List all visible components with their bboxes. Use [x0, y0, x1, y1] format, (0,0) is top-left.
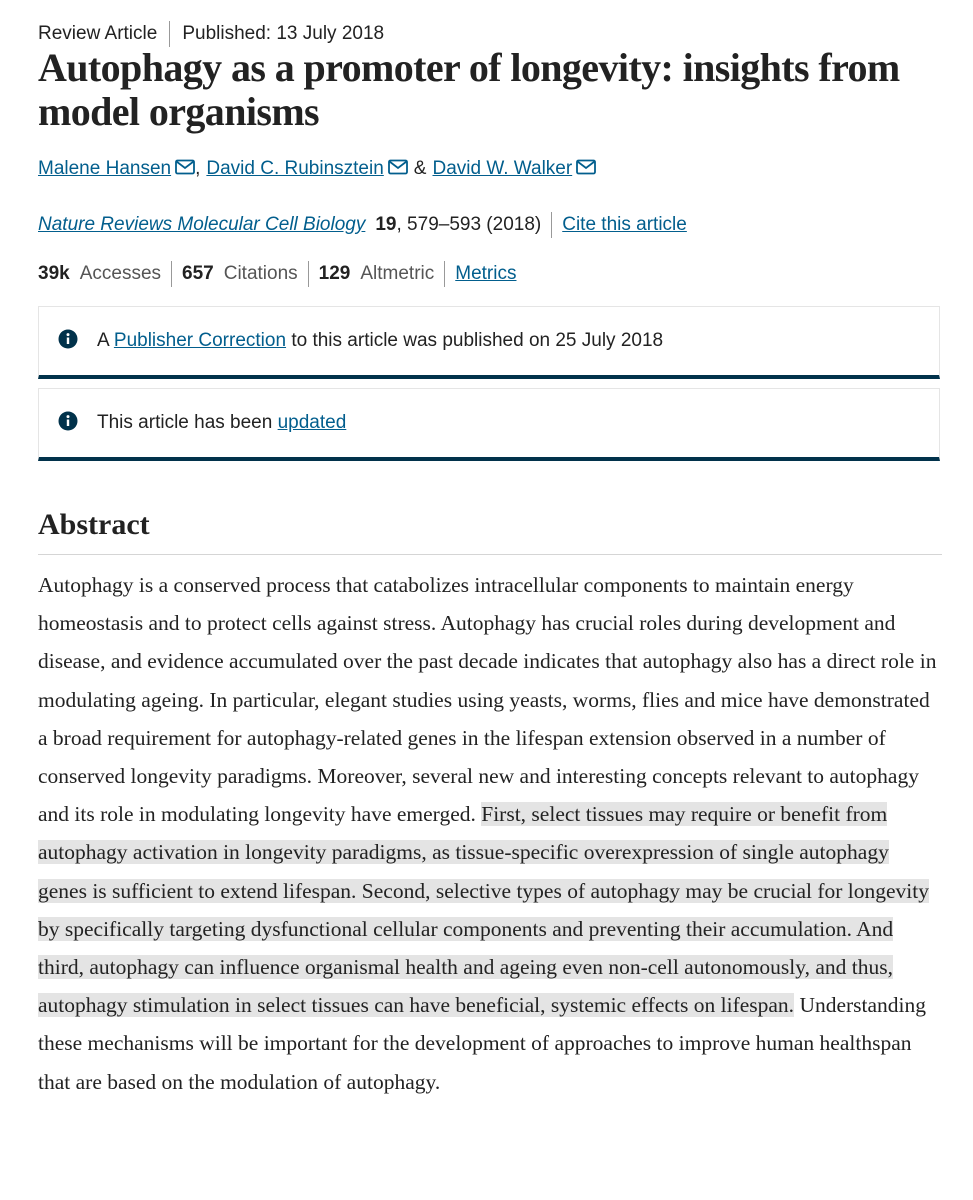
correction-notice — [38, 306, 940, 379]
article-title: Autophagy as a promoter of longevity: insights from model organisms — [38, 45, 900, 134]
publisher-correction-link[interactable]: Publisher Correction — [113, 330, 287, 351]
accesses-count: 39k — [38, 263, 70, 284]
journal-link[interactable]: Nature Reviews Molecular Cell Biology — [38, 214, 366, 235]
abstract-divider — [38, 554, 942, 555]
abstract-text-start: Autophagy is a conserved process that catabolizes intracellular components to maintain energy homeostasis and to protect cells against stress. Autophagy has crucial roles during development and disease, and evidence accumulated over the past decade indicates that autophagy also has a direct role in modulating ageing. In particular, elegant studies using yeasts, worms, flies and mice have demonstrated a broad requirement for autophagy-related genes in the lifespan extension observed in a number of conserved longevity paradigms. Moreover, several new and interesting concepts relevant to autophagy and its role in modulating longevity have emerged. — [38, 573, 937, 827]
citation-line — [38, 212, 687, 238]
info-icon — [58, 411, 78, 431]
mail-icon[interactable] — [576, 159, 596, 175]
author-link-hansen[interactable]: Malene Hansen — [38, 158, 172, 179]
article-meta — [38, 20, 384, 48]
correction-suffix: to this article was published on 25 July 2018 — [291, 330, 664, 351]
pages-year: , 579–593 (2018) — [396, 214, 542, 235]
metrics-divider — [308, 261, 309, 287]
altmetric-label: Altmetric — [360, 263, 435, 284]
author-link-rubinsztein[interactable]: David C. Rubinsztein — [206, 158, 384, 179]
author-list — [38, 158, 596, 180]
published-date: Published: 13 July 2018 — [182, 23, 385, 44]
abstract-heading: Abstract — [38, 508, 150, 541]
volume: 19 — [375, 214, 397, 235]
cite-article-link[interactable]: Cite this article — [562, 214, 687, 235]
mail-icon[interactable] — [175, 159, 195, 175]
abstract-text-end: Understanding these mechanisms will be important for the development of approaches to improve human healthspan that are based on the modulation of autophagy. — [38, 993, 927, 1094]
metrics-divider — [444, 261, 445, 287]
altmetric-count: 129 — [318, 263, 351, 284]
update-notice-text — [97, 411, 346, 435]
author-separator: & — [413, 158, 427, 179]
accesses-label: Accesses — [79, 263, 162, 284]
article-metrics — [38, 261, 516, 287]
update-prefix: This article has been — [97, 412, 273, 433]
abstract-highlighted-text: First, select tissues may require or benefit from autophagy activation in longevity paradigms, as tissue-specific overexpression of single autophagy genes is sufficient to extend lifespan. Second, selective types of autophagy may be crucial for longevity by specifically targeting dysfunctional cellular components and preventing their accumulation. And third, autophagy can influence organismal health and ageing even non-cell autonomously, and thus, autophagy stimulation in select tissues can have beneficial, systemic effects on lifespan. — [38, 802, 929, 1018]
citations-label: Citations — [223, 263, 298, 284]
abstract-text — [38, 566, 943, 1101]
info-icon — [58, 329, 78, 349]
metrics-link[interactable]: Metrics — [455, 263, 517, 284]
meta-divider — [169, 21, 170, 47]
author-link-walker[interactable]: David W. Walker — [432, 158, 573, 179]
mail-icon[interactable] — [388, 159, 408, 175]
correction-notice-text — [97, 329, 663, 353]
update-notice — [38, 388, 940, 461]
updated-link[interactable]: updated — [277, 412, 347, 433]
citations-count: 657 — [182, 263, 214, 284]
correction-prefix: A — [97, 330, 109, 351]
author-separator: , — [195, 158, 201, 179]
article-type: Review Article — [38, 23, 158, 44]
citation-divider — [551, 212, 552, 238]
metrics-divider — [171, 261, 172, 287]
